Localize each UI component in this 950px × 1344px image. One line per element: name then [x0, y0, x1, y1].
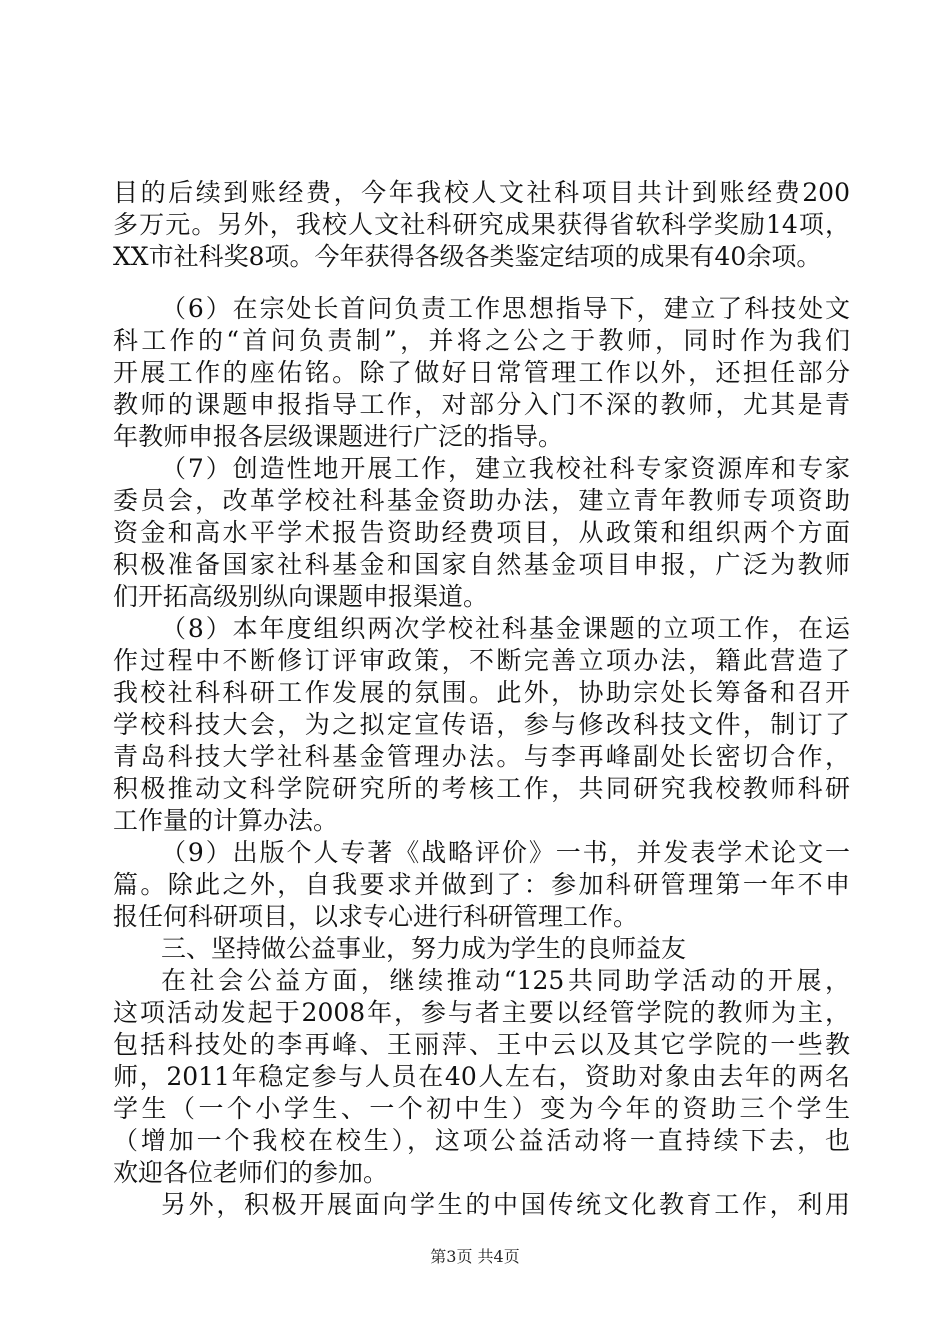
paragraph-item-9	[113, 837, 850, 933]
text-line: 年教师申报各层级课题进行广泛的指导。	[113, 422, 564, 451]
text-line: 目的后续到账经费，今年我校人文社科项目共计到账经费200	[113, 178, 850, 207]
text-line: 学生（一个小学生、一个初中生）变为今年的资助三个学生	[113, 1094, 850, 1123]
text-line: 包括科技处的李再峰、王丽萍、王中云以及其它学院的一些教	[113, 1030, 850, 1059]
paragraph-public-welfare	[113, 965, 850, 1189]
text-line: 这项活动发起于2008年，参与者主要以经管学院的教师为主，	[113, 998, 850, 1027]
text-line: 积极推动文科学院研究所的考核工作，共同研究我校教师科研	[113, 774, 850, 803]
text-line: XX市社科奖8项。今年获得各级各类鉴定结项的成果有40余项。	[113, 242, 822, 271]
paragraph-traditional-culture	[113, 1189, 850, 1221]
text-line: 欢迎各位老师们的参加。	[113, 1158, 389, 1187]
text-line: （增加一个我校在校生），这项公益活动将一直持续下去，也	[113, 1126, 850, 1155]
text-line: 学校科技大会，为之拟定宣传语，参与修改科技文件，制订了	[113, 710, 850, 739]
text-line: 工作量的计算办法。	[113, 806, 339, 835]
text-line: 青岛科技大学社科基金管理办法。与李再峰副处长密切合作，	[113, 742, 850, 771]
paragraph-research-funding	[113, 177, 850, 273]
paragraph-item-7	[113, 453, 850, 613]
section-heading: 三、坚持做公益事业，努力成为学生的良师益友	[161, 934, 687, 963]
text-line: （9）出版个人专著《战略评价》一书，并发表学术论文一	[161, 838, 850, 867]
text-line: 开展工作的座佑铭。除了做好日常管理工作以外，还担任部分	[113, 358, 850, 387]
text-line: 师，2011年稳定参与人员在40人左右，资助对象由去年的两名	[113, 1062, 850, 1091]
text-line: 科工作的“首问负责制”，并将之公之于教师，同时作为我们	[113, 326, 850, 355]
text-line: 委员会，改革学校社科基金资助办法，建立青年教师专项资助	[113, 486, 850, 515]
text-line: 资金和高水平学术报告资助经费项目，从政策和组织两个方面	[113, 518, 850, 547]
text-line: 教师的课题申报指导工作，对部分入门不深的教师，尤其是青	[113, 390, 850, 419]
text-line: 作过程中不断修订评审政策，不断完善立项办法，籍此营造了	[113, 646, 850, 675]
text-line: 积极准备国家社科基金和国家自然基金项目申报，广泛为教师	[113, 550, 850, 579]
paragraph-item-8	[113, 613, 850, 837]
text-line: 篇。除此之外，自我要求并做到了：参加科研管理第一年不申	[113, 870, 850, 899]
text-line: 多万元。另外，我校人文社科研究成果获得省软科学奖励14项，	[113, 210, 850, 239]
text-line: （8）本年度组织两次学校社科基金课题的立项工作，在运	[161, 614, 850, 643]
text-line: 我校社科科研工作发展的氛围。此外，协助宗处长筹备和召开	[113, 678, 850, 707]
paragraph-item-6	[113, 293, 850, 453]
text-line: （6）在宗处长首问负责工作思想指导下，建立了科技处文	[161, 294, 850, 323]
text-line: 在社会公益方面，继续推动“125共同助学活动的开展，	[161, 966, 850, 995]
paragraph-spacer	[113, 273, 850, 293]
text-line: （7）创造性地开展工作，建立我校社科专家资源库和专家	[161, 454, 850, 483]
text-line: 报任何科研项目，以求专心进行科研管理工作。	[113, 902, 639, 931]
page-number: 第3页 共4页	[430, 1247, 520, 1266]
document-body	[113, 177, 850, 1221]
text-line: 们开拓高级别纵向课题申报渠道。	[113, 582, 489, 611]
text-line: 另外，积极开展面向学生的中国传统文化教育工作，利用	[161, 1190, 850, 1219]
section-heading-public-welfare	[113, 933, 850, 965]
page-footer	[0, 1247, 950, 1267]
